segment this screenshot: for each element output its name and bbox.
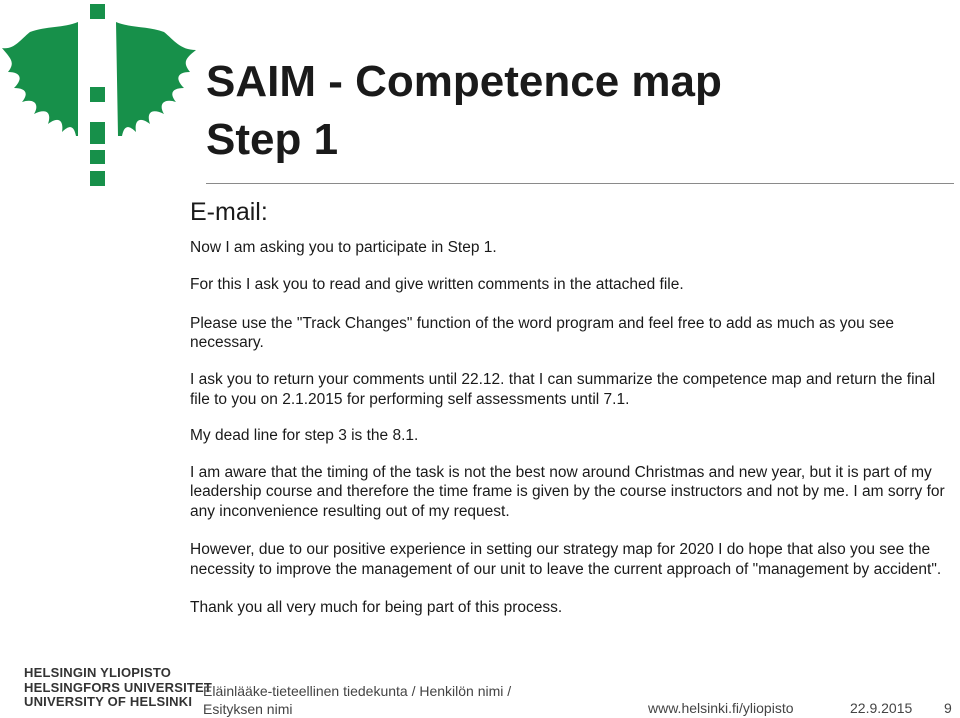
paragraph-4: I ask you to return your comments until 22.12. that I can summarize the competence map and return the final file to you on 2.1.2015 for performing self assessments until 7.1.	[190, 371, 936, 408]
department-info	[203, 682, 511, 718]
paragraph-1: Now I am asking you to participate in Step 1.	[190, 239, 497, 256]
university-flame-logo-icon	[0, 0, 200, 200]
paragraph-6: I am aware that the timing of the task is not the best now around Christmas and new year, but it is part of my leadership course and therefore the time frame is given by the course instructors and not by me. I am sorry for any inconvenience resulting out of my request.	[190, 463, 945, 521]
university-name-sv: HELSINGFORS UNIVERSITET	[24, 679, 213, 695]
slide-body	[190, 238, 956, 617]
page-title	[206, 53, 722, 169]
paragraph-8: Thank you all very much for being part of this process.	[190, 598, 563, 616]
university-name-fi: HELSINGIN YLIOPISTO	[24, 665, 172, 680]
title-line-2: Step 1	[206, 115, 339, 164]
department-line-2: Esityksen nimi	[203, 701, 293, 717]
paragraph-7: However, due to our positive experience in setting our strategy map for 2020 I do hope that also you see the necessity to improve the management of our unit to leave the current approach of "management by accident".	[190, 540, 942, 578]
university-name-block	[24, 666, 212, 710]
page-number: 9	[944, 700, 952, 716]
university-name-en: UNIVERSITY OF HELSINKI	[24, 694, 193, 709]
footer-date: 22.9.2015	[850, 700, 913, 716]
paragraph-3: Please use the "Track Changes" function of the word program and feel free to add as much as you see necessary.	[190, 314, 895, 352]
department-line-1: Eläinlääke-tieteellinen tiedekunta / Henkilön nimi /	[203, 683, 512, 699]
footer-url: www.helsinki.fi/yliopisto	[648, 700, 794, 716]
title-divider	[206, 183, 954, 184]
subtitle: E-mail:	[190, 198, 268, 226]
paragraph-5: My dead line for step 3 is the 8.1.	[190, 426, 419, 444]
slide-footer	[0, 660, 960, 717]
title-line-1: SAIM - Competence map	[206, 57, 722, 106]
paragraph-2: For this I ask you to read and give written comments in the attached file.	[190, 275, 684, 293]
